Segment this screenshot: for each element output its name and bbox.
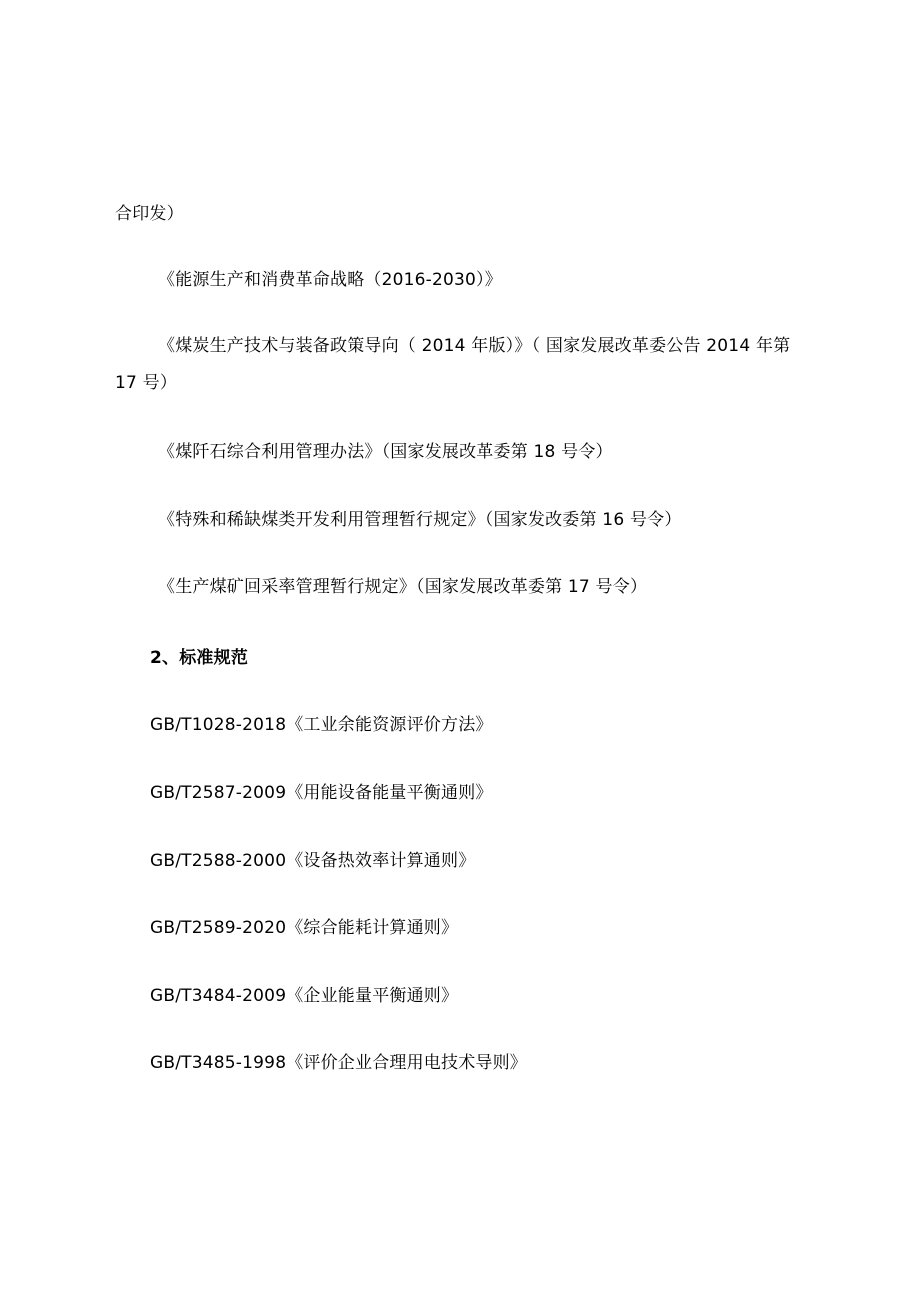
standard-item: GB/T2587-2009《用能设备能量平衡通则》	[150, 783, 493, 803]
standard-item: GB/T2588-2000《设备热效率计算通则》	[150, 851, 476, 871]
policy-item: 《特殊和稀缺煤类开发利用管理暂行规定》（国家发改委第 16 号令）	[158, 510, 682, 530]
policy-item: 《煤阡石综合利用管理办法》（国家发展改革委第 18 号令）	[158, 442, 613, 462]
standard-item: GB/T2589-2020《综合能耗计算通则》	[150, 918, 459, 938]
paragraph-continuation: 合印发）	[115, 204, 184, 224]
policy-item: 《煤炭生产技术与装备政策导向（ 2014 年版）》（ 国家发展改革委公告 2014 年第	[158, 336, 791, 356]
policy-item: 《生产煤矿回采率管理暂行规定》（国家发展改革委第 17 号令）	[158, 577, 648, 597]
policy-item: 《能源生产和消费革命战略（2016-2030）》	[158, 270, 502, 290]
policy-item-continued: 17 号）	[115, 373, 178, 393]
standard-item: GB/T3484-2009《企业能量平衡通则》	[150, 986, 459, 1006]
standard-item: GB/T3485-1998《评价企业合理用电技术导则》	[150, 1053, 528, 1073]
section-heading: 2、标准规范	[150, 648, 249, 668]
standard-item: GB/T1028-2018《工业余能资源评价方法》	[150, 715, 493, 735]
